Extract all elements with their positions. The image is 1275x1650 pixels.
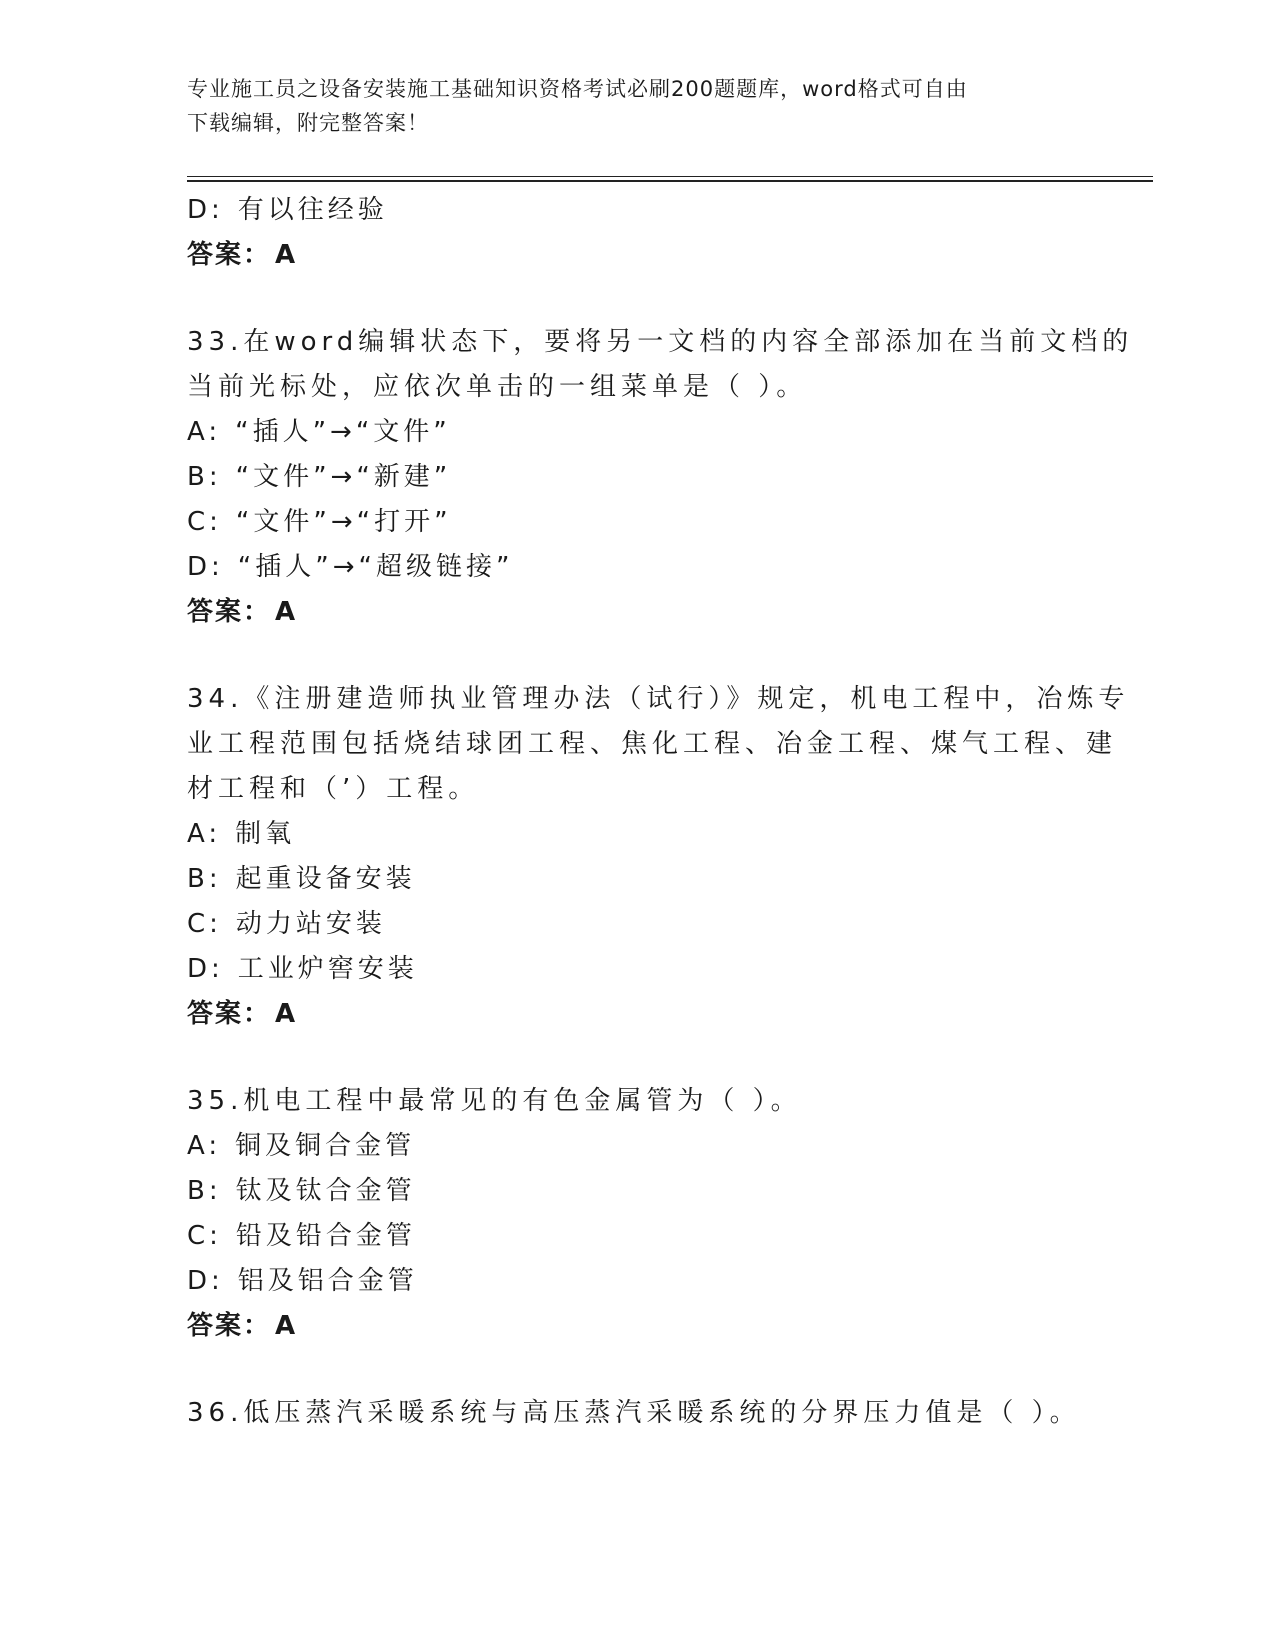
option-prefix: D: bbox=[187, 954, 224, 984]
answer-value: A bbox=[275, 999, 298, 1029]
option-c bbox=[187, 500, 1067, 545]
option-text: 有以往经验 bbox=[237, 195, 388, 225]
option-prefix: A: bbox=[187, 1131, 222, 1161]
option-text: “文件”→“打开” bbox=[235, 507, 452, 537]
option-d bbox=[187, 545, 1067, 590]
question-text-line: 36.低压蒸汽采暖系统与高压蒸汽采暖系统的分界压力值是（ ）。 bbox=[187, 1398, 1081, 1428]
option-text: “文件”→“新建” bbox=[235, 462, 452, 492]
header-line-1: 专业施工员之设备安装施工基础知识资格考试必刷200题题库，word格式可自由 bbox=[187, 77, 968, 101]
answer-line-prev bbox=[187, 233, 1067, 278]
answer-line bbox=[187, 992, 1067, 1037]
option-b bbox=[187, 455, 1067, 500]
option-prefix: A: bbox=[187, 819, 222, 849]
header-line-2: 下载编辑，附完整答案！ bbox=[187, 111, 429, 135]
question-text-line: 当前光标处，应依次单击的一组菜单是（ ）。 bbox=[187, 372, 808, 402]
option-text: 铅及铅合金管 bbox=[235, 1221, 416, 1251]
option-text: 动力站安装 bbox=[235, 909, 386, 939]
option-d-prev bbox=[187, 188, 1067, 233]
answer-value: A bbox=[275, 240, 298, 270]
question-33 bbox=[187, 320, 1134, 635]
answer-label: 答案： bbox=[187, 240, 272, 270]
option-c bbox=[187, 1214, 1067, 1259]
answer-label: 答案： bbox=[187, 999, 272, 1029]
option-text: “插人”→“文件” bbox=[235, 417, 451, 447]
answer-value: A bbox=[275, 597, 298, 627]
option-text: “插人”→“超级链接” bbox=[237, 552, 514, 582]
option-a bbox=[187, 410, 1067, 455]
option-prefix: C: bbox=[187, 1221, 222, 1251]
answer-line bbox=[187, 590, 1067, 635]
question-text-line: 业工程范围包括烧结球团工程、焦化工程、冶金工程、煤气工程、建 bbox=[187, 729, 1118, 759]
option-prefix: A: bbox=[187, 417, 222, 447]
option-a bbox=[187, 1124, 1067, 1169]
option-b bbox=[187, 1169, 1067, 1214]
option-d bbox=[187, 947, 1067, 992]
option-prefix: C: bbox=[187, 909, 222, 939]
option-text: 工业炉窖安装 bbox=[237, 954, 418, 984]
question-text-line: 材工程和（’）工程。 bbox=[187, 774, 480, 804]
document-header bbox=[187, 72, 1067, 140]
question-35 bbox=[187, 1079, 1067, 1349]
option-prefix: D: bbox=[187, 552, 224, 582]
header-divider-thin bbox=[187, 176, 1153, 177]
option-prefix: B: bbox=[187, 462, 222, 492]
answer-line bbox=[187, 1304, 1067, 1349]
option-d bbox=[187, 1259, 1067, 1304]
answer-label: 答案： bbox=[187, 1311, 272, 1341]
header-divider-thick bbox=[187, 180, 1153, 182]
option-prefix: B: bbox=[187, 1176, 222, 1206]
question-text-line: 35.机电工程中最常见的有色金属管为（ ）。 bbox=[187, 1086, 802, 1116]
option-text: 铝及铝合金管 bbox=[237, 1266, 418, 1296]
option-text: 制氧 bbox=[235, 819, 296, 849]
option-text: 起重设备安装 bbox=[235, 864, 416, 894]
option-prefix: D: bbox=[187, 1266, 224, 1296]
option-text: 钛及钛合金管 bbox=[235, 1176, 416, 1206]
option-c bbox=[187, 902, 1067, 947]
option-prefix: B: bbox=[187, 864, 222, 894]
question-text-line: 33.在word编辑状态下，要将另一文档的内容全部添加在当前文档的 bbox=[187, 327, 1134, 357]
question-36 bbox=[187, 1391, 1081, 1436]
answer-value: A bbox=[275, 1311, 298, 1341]
option-prefix: D: bbox=[187, 195, 224, 225]
option-b bbox=[187, 857, 1067, 902]
option-text: 铜及铜合金管 bbox=[235, 1131, 416, 1161]
option-a bbox=[187, 812, 1067, 857]
question-text-line: 34.《注册建造师执业管理办法（试行）》规定，机电工程中，冶炼专 bbox=[187, 684, 1130, 714]
answer-label: 答案： bbox=[187, 597, 272, 627]
question-34 bbox=[187, 677, 1130, 1037]
option-prefix: C: bbox=[187, 507, 222, 537]
document-body bbox=[187, 188, 1134, 1436]
